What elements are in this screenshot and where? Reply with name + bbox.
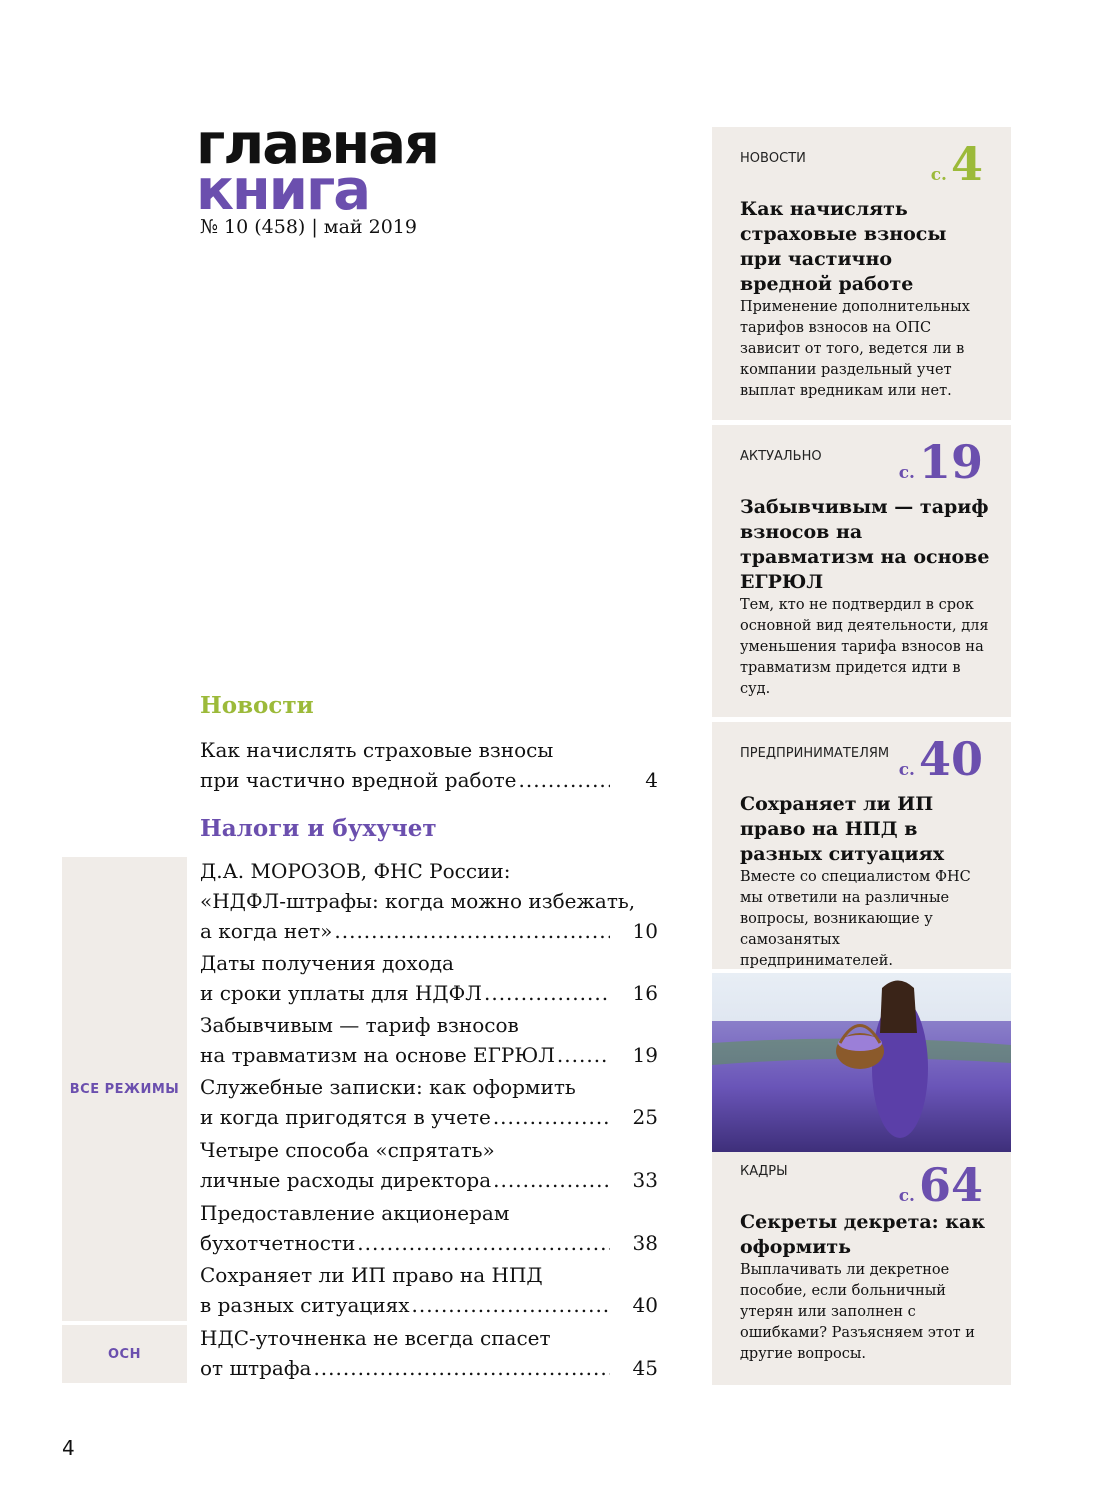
toc-entry-line1: Даты получения дохода	[200, 951, 454, 975]
toc-entry-line2: в разных ситуациях	[200, 1293, 410, 1317]
toc-entry[interactable]	[200, 856, 658, 946]
toc-entry-line2: при частично вредной работе	[200, 768, 517, 792]
feature-card-hr[interactable]	[712, 1152, 1011, 1385]
card-page-ref: с.64	[898, 1158, 983, 1212]
logo-line-2: книга	[196, 157, 369, 223]
toc-entry-line2: а когда нет»	[200, 919, 333, 943]
card-text: Тем, кто не подтвердил в срок основной вид деятельности, для уменьшения тарифа взносов на травматизм придется идти в суд.	[740, 597, 989, 697]
magazine-logo	[196, 112, 438, 223]
lavender-field-photo	[712, 973, 1011, 1152]
toc-entry[interactable]	[200, 1260, 658, 1320]
toc-entry[interactable]	[200, 1072, 658, 1132]
toc-entry-line2: бухотчетности	[200, 1231, 356, 1255]
toc-entry-line1: Четыре способа «спрятать»	[200, 1138, 495, 1162]
toc-entry-line2: и когда пригодятся в учете	[200, 1105, 491, 1129]
toc-entry-page: 25	[632, 1105, 658, 1129]
card-title: Как начислять страховые взносы при частично вредной работе	[740, 198, 947, 295]
toc-entry[interactable]	[200, 948, 658, 1008]
toc-entry-line2: личные расходы директора	[200, 1168, 492, 1192]
card-title: Сохраняет ли ИП право на НПД в разных ситуациях	[740, 793, 945, 865]
feature-card-entrepreneurs[interactable]	[712, 722, 1011, 969]
card-page-ref: с.4	[930, 137, 983, 191]
card-text: Вместе со специалистом ФНС мы ответили на различные вопросы, возникающие у самозанятых предпринимателей.	[740, 869, 971, 969]
toc-entry-line1: Как начислять страховые взносы	[200, 738, 554, 762]
card-title: Забывчивым — тариф взносов на травматизм на основе ЕГРЮЛ	[740, 496, 990, 593]
toc-entry-line2: и сроки уплаты для НДФЛ	[200, 981, 482, 1005]
card-text: Применение дополнительных тарифов взносов на ОПС зависит от того, ведется ли в компании раздельный учет выплат вредникам или нет.	[740, 299, 970, 399]
issue-info: № 10 (458) | май 2019	[200, 216, 417, 238]
card-tag: АКТУАЛЬНО	[740, 449, 822, 464]
toc-entry-page: 40	[632, 1293, 658, 1317]
regime-label-all-text: ВСЕ РЕЖИМЫ	[69, 1081, 180, 1097]
toc-entry-page: 16	[632, 981, 658, 1005]
toc-entry-line2: на травматизм на основе ЕГРЮЛ	[200, 1043, 555, 1067]
regime-label-osn	[62, 1325, 187, 1383]
toc-entry[interactable]	[200, 1323, 658, 1383]
toc-entry-page: 38	[632, 1231, 658, 1255]
toc-entry-line2: от штрафа	[200, 1356, 312, 1380]
card-tag: НОВОСТИ	[740, 151, 806, 166]
toc-entry-line1: Предоставление акционерам	[200, 1201, 510, 1225]
toc-entry-page: 4	[645, 768, 658, 792]
toc-entry[interactable]	[200, 1010, 658, 1070]
toc-entry-line1: Забывчивым — тариф взносов	[200, 1013, 519, 1037]
toc-entry-page: 19	[632, 1043, 658, 1067]
card-tag: ПРЕДПРИНИМАТЕЛЯМ	[740, 746, 890, 761]
toc-entry-line1: Сохраняет ли ИП право на НПД	[200, 1263, 543, 1287]
card-page-ref: с.40	[898, 732, 983, 786]
regime-label-osn-text: ОСН	[108, 1346, 141, 1362]
toc-entry-line1: НДС-уточненка не всегда спасет	[200, 1326, 551, 1350]
page-number: 4	[62, 1436, 75, 1460]
toc-entry[interactable]	[200, 1198, 658, 1258]
card-page-ref: с.19	[898, 435, 983, 489]
toc-entry-line1: «НДФЛ-штрафы: когда можно избежать,	[200, 889, 636, 913]
toc-entry-page: 33	[632, 1168, 658, 1192]
feature-card-actual[interactable]	[712, 425, 1011, 717]
toc-entry[interactable]	[200, 1135, 658, 1195]
card-tag: КАДРЫ	[740, 1164, 788, 1179]
toc-entry-line0: Д.А. МОРОЗОВ, ФНС России:	[200, 859, 511, 883]
feature-card-news[interactable]	[712, 127, 1011, 420]
regime-label-all	[62, 857, 187, 1321]
card-title: Секреты декрета: как оформить	[740, 1211, 986, 1258]
section-title-news: Новости	[200, 692, 314, 719]
toc-entry-page: 45	[632, 1356, 658, 1380]
section-title-taxes: Налоги и бухучет	[200, 815, 437, 842]
toc-entry[interactable]	[200, 735, 658, 795]
photo-illustration	[712, 973, 1011, 1152]
card-text: Выплачивать ли декретное пособие, если больничный утерян или заполнен с ошибками? Разъясняем этот и другие вопросы.	[740, 1262, 975, 1362]
toc-entry-page: 10	[632, 919, 658, 943]
logo-line-1: главная	[196, 112, 438, 177]
toc-entry-line1: Служебные записки: как оформить	[200, 1075, 576, 1099]
